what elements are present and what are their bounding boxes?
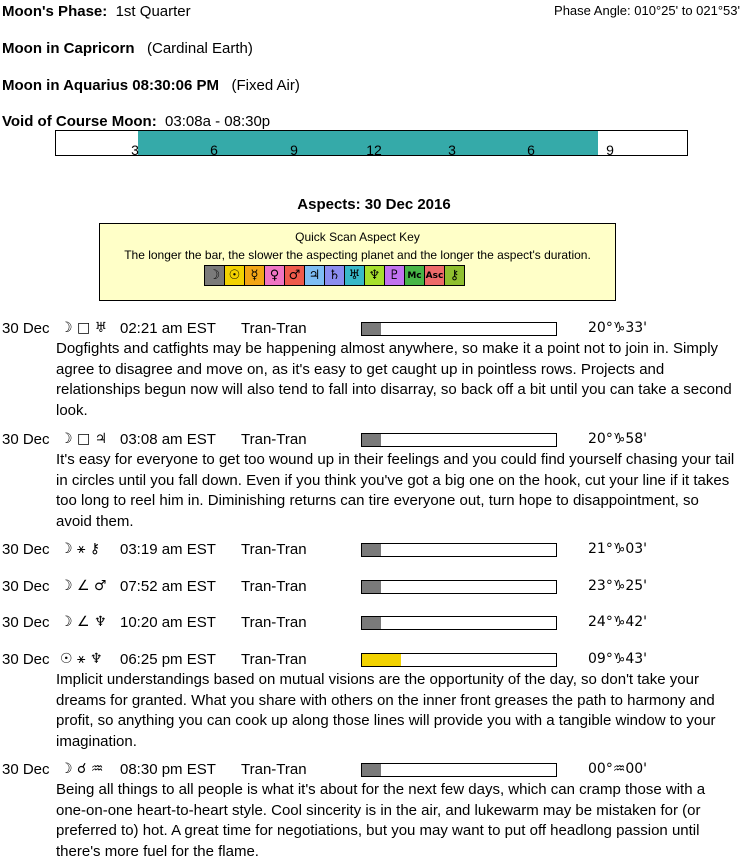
timeline-tick: 3: [448, 142, 456, 158]
aspect-duration-bar: [361, 763, 557, 777]
aspect-time: 03:19 am EST: [120, 541, 216, 558]
aspect-date: 30 Dec: [2, 651, 50, 668]
pluto-icon: ♇: [384, 265, 405, 286]
aspect-date: 30 Dec: [2, 614, 50, 631]
moon-icon: ☽: [204, 265, 225, 286]
timeline-tick: 6: [527, 142, 535, 158]
moon-ingress-value: (Fixed Air): [231, 77, 300, 94]
aspect-duration-fill: [362, 323, 381, 335]
aspect-duration-bar: [361, 543, 557, 557]
mercury-icon: ☿: [244, 265, 265, 286]
aspect-duration-fill: [362, 764, 381, 776]
aspect-glyph: ☽ ⚹ ⚷: [60, 541, 101, 557]
saturn-icon: ♄: [324, 265, 345, 286]
timeline-tick: 12: [366, 142, 382, 158]
aspect-glyph: ☽ □ ♃: [60, 431, 108, 447]
aspect-description: It's easy for everyone to get too wound up in their feelings and you could find yourself chasing your tail in circles until you fall down. Even if you think you've got a big one on the hook, cut your line if it takes too long to reel him in. Diminishing returns can tire everyone out, turn hope to disappointment, so avoid them.: [56, 451, 735, 530]
aspect-date: 30 Dec: [2, 578, 50, 595]
aspect-duration-fill: [362, 617, 381, 629]
aspect-degree: 23°♑25': [588, 578, 648, 594]
moon-sign-value: (Cardinal Earth): [147, 40, 253, 57]
chiron-icon: ⚷: [444, 265, 465, 286]
aspect-key-glyphs: [204, 265, 464, 286]
phase-angle: Phase Angle: 010°25' to 021°53': [554, 3, 740, 18]
ascendant-icon: Asc: [424, 265, 445, 286]
aspect-time: 08:30 pm EST: [120, 761, 216, 778]
void-of-course: [2, 113, 270, 130]
aspect-duration-bar: [361, 616, 557, 630]
voc-value: 03:08a - 08:30p: [165, 113, 271, 130]
aspect-duration-bar: [361, 580, 557, 594]
moon-ingress-label: Moon in Aquarius 08:30:06 PM: [2, 77, 219, 94]
aspect-glyph: ☽ ∠ ♂: [60, 578, 107, 594]
aspect-date: 30 Dec: [2, 320, 50, 337]
uranus-icon: ♅: [344, 265, 365, 286]
aspect-duration-fill: [362, 654, 401, 666]
aspect-description: Being all things to all people is what it's about for the next few days, which can cramp those with a one-on-one heart-to-heart style. Cool sincerity is in the air, and lukewarm may be mistaken for (or preferred to) hot. A great time for negotiations, but you may want to put off headlong passion until there's more fuel for the flame.: [56, 781, 706, 860]
aspect-degree: 24°♑42': [588, 614, 648, 630]
aspect-description: Implicit understandings based on mutual visions are the opportunity of the day, so don't take your dreams for granted. What you share with others on the inner front greases the path to harmony and profit, so anything you can cook up along those lines will provide you with a tangible window to your imagination.: [56, 671, 716, 750]
moon-phase-value: 1st Quarter: [115, 3, 191, 20]
aspect-type: Tran-Tran: [241, 761, 307, 778]
jupiter-icon: ♃: [304, 265, 325, 286]
aspect-duration-bar: [361, 322, 557, 336]
aspect-degree: 09°♑43': [588, 651, 648, 667]
aspect-duration-bar: [361, 653, 557, 667]
aspect-glyph: ☉ ⚹ ♆: [60, 651, 103, 667]
timeline-tick: 9: [290, 142, 298, 158]
aspect-date: 30 Dec: [2, 761, 50, 778]
void-of-course-timeline: [55, 130, 688, 156]
aspect-glyph: ☽ ☌ ♒: [60, 761, 104, 777]
aspect-time: 07:52 am EST: [120, 578, 216, 595]
aspect-degree: 20°♑33': [588, 320, 648, 336]
aspect-type: Tran-Tran: [241, 614, 307, 631]
aspect-time: 03:08 am EST: [120, 431, 216, 448]
aspect-description: Dogfights and catfights may be happening almost anywhere, so make it a point not to join in. Simply agree to disagree and move on, as it's easy to get caught up in pointless rows. Projects and relationships begun now will also tend to fall into disarray, so back off a bit until you can take a second look.: [56, 340, 732, 419]
aspect-degree: 20°♑58': [588, 431, 648, 447]
aspect-time: 10:20 am EST: [120, 614, 216, 631]
neptune-icon: ♆: [364, 265, 385, 286]
aspect-duration-bar: [361, 433, 557, 447]
mars-icon: ♂: [284, 265, 305, 286]
aspect-time: 06:25 pm EST: [120, 651, 216, 668]
aspect-degree: 21°♑03': [588, 541, 648, 557]
aspect-type: Tran-Tran: [241, 541, 307, 558]
aspect-type: Tran-Tran: [241, 651, 307, 668]
aspect-glyph: ☽ □ ♅: [60, 320, 108, 336]
timeline-tick: 9: [606, 142, 614, 158]
moon-sign: [2, 40, 253, 57]
moon-phase-label: Moon's Phase:: [2, 3, 108, 20]
timeline-tick: 6: [210, 142, 218, 158]
aspect-duration-fill: [362, 581, 381, 593]
aspects-title: Aspects: 30 Dec 2016: [297, 196, 451, 213]
aspect-key: [99, 223, 616, 301]
timeline-tick: 3: [131, 142, 139, 158]
aspect-key-description: The longer the bar, the slower the aspecting planet and the longer the aspect's duration.: [124, 248, 591, 262]
aspect-date: 30 Dec: [2, 541, 50, 558]
moon-sign-label: Moon in Capricorn: [2, 40, 135, 57]
aspect-type: Tran-Tran: [241, 320, 307, 337]
aspect-type: Tran-Tran: [241, 431, 307, 448]
aspect-duration-fill: [362, 544, 381, 556]
aspect-duration-fill: [362, 434, 381, 446]
aspect-type: Tran-Tran: [241, 578, 307, 595]
sun-icon: ☉: [224, 265, 245, 286]
aspect-degree: 00°♒00': [588, 761, 648, 777]
aspect-glyph: ☽ ∠ ♆: [60, 614, 107, 630]
moon-phase: [2, 3, 191, 20]
venus-icon: ♀: [264, 265, 285, 286]
aspect-time: 02:21 am EST: [120, 320, 216, 337]
midheaven-icon: Mc: [404, 265, 425, 286]
moon-ingress: [2, 77, 300, 94]
voc-label: Void of Course Moon:: [2, 113, 157, 130]
aspect-key-title: Quick Scan Aspect Key: [295, 230, 420, 244]
aspect-date: 30 Dec: [2, 431, 50, 448]
